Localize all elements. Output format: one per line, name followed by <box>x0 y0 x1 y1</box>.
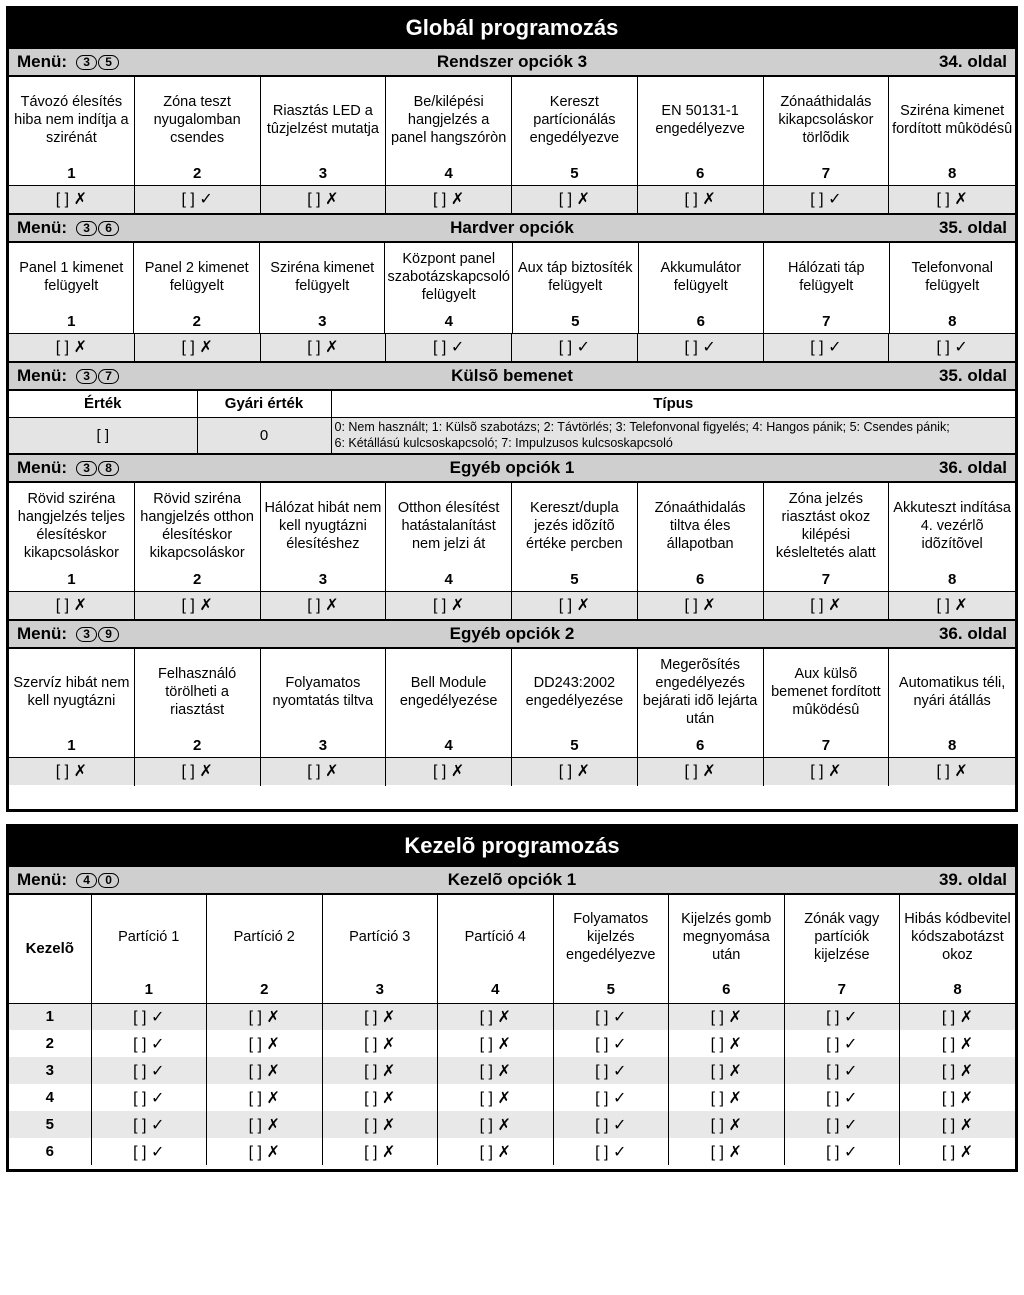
option-cell <box>386 649 512 757</box>
column-label: Partíció 3 <box>349 929 411 945</box>
keypad-checkbox[interactable]: [ ] ✗ <box>322 1138 438 1165</box>
option-number: 8 <box>948 313 957 330</box>
option-checkbox[interactable]: [ ] ✗ <box>9 592 135 620</box>
option-checkbox[interactable]: [ ] ✗ <box>386 758 512 786</box>
option-label: Akkuteszt indítása 4. vezérlõ idõzítõvel <box>893 500 1011 552</box>
options-row <box>9 243 1015 333</box>
option-number: 3 <box>318 165 328 182</box>
keypad-checkbox[interactable]: [ ] ✗ <box>941 1035 974 1053</box>
keypad-checkbox[interactable]: [ ] ✓ <box>784 1111 900 1138</box>
column-label: Partíció 4 <box>464 929 526 945</box>
type-line: 6: Kétállású kulcsoskapcsoló; 7: Impulzusos kulcsoskapcsoló <box>334 436 673 451</box>
option-number: 8 <box>947 571 957 588</box>
option-checkbox[interactable]: [ ] ✗ <box>9 186 135 214</box>
values-row <box>9 591 1015 619</box>
option-label: Zóna jelzés riasztást okoz kilépési késleltetés alatt <box>775 491 876 561</box>
column-label: Kijelzés gomb megnyomása után <box>681 911 772 963</box>
column-number: 6 <box>722 981 731 998</box>
option-label: Megerõsítés engedélyezés bejárati idõ lejárta után <box>642 657 758 727</box>
option-number: 4 <box>444 571 453 588</box>
option-cell <box>764 77 890 185</box>
keypad-title: Kezelõ programozás <box>9 827 1015 865</box>
values-row <box>9 333 1015 361</box>
global-programming-block <box>6 6 1018 812</box>
option-label: Akkumulátor felügyelt <box>660 260 742 294</box>
option-number: 4 <box>444 737 453 754</box>
page-ref: 35. oldal <box>938 366 1007 385</box>
keypad-checkbox[interactable]: [ ] ✗ <box>941 1089 974 1107</box>
menu-label: Menü: <box>17 870 68 889</box>
option-cell <box>135 649 261 757</box>
option-checkbox[interactable]: [ ] ✗ <box>261 334 387 362</box>
option-cell <box>261 649 387 757</box>
option-cell <box>260 243 386 333</box>
option-label: Bell Module engedélyezése <box>399 675 498 709</box>
menu-digit: 8 <box>98 461 119 476</box>
menu-digit: 4 <box>76 873 97 888</box>
option-cell <box>764 243 890 333</box>
table-row <box>9 1084 1015 1111</box>
keypad-checkbox[interactable]: [ ] ✓ <box>553 1111 669 1138</box>
option-number: 7 <box>821 737 831 754</box>
option-label: Hálózati táp felügyelt <box>787 260 865 294</box>
keypad-checkbox[interactable]: [ ] ✓ <box>553 1057 669 1084</box>
option-checkbox[interactable]: [ ] ✗ <box>638 186 764 214</box>
option-label: Felhasználó törölheti a riasztást <box>158 666 237 718</box>
table-row <box>9 1111 1015 1138</box>
column-number: 2 <box>260 981 269 998</box>
option-cell <box>9 243 134 333</box>
keypad-options-table <box>9 895 1015 1165</box>
type-line: 0: Nem használt; 1: Külsõ szabotázs; 2: Távtörlés; 3: Telefonvonal figyelés; 4: Hangos pánik; 5: Csendes pánik; <box>334 420 950 435</box>
option-number: 6 <box>696 313 705 330</box>
section-title: Kezelõ opciók 1 <box>447 870 577 889</box>
keypad-id: 5 <box>9 1111 91 1138</box>
option-label: Panel 1 kimenet felügyelt <box>19 260 124 294</box>
column-label: Hibás kódbevitel kódszabotázst okoz <box>904 911 1011 963</box>
option-cell <box>512 649 638 757</box>
keypad-checkbox[interactable]: [ ] ✓ <box>553 1030 669 1057</box>
table-row <box>9 1138 1015 1165</box>
option-label: Rövid sziréna hangjelzés teljes élesítéskor kikapcsoláskor <box>17 491 125 561</box>
column-header <box>438 895 554 1003</box>
column-label: Partíció 1 <box>118 929 180 945</box>
table-row <box>9 1003 1015 1030</box>
column-header <box>669 895 785 1003</box>
option-checkbox[interactable]: [ ] ✗ <box>638 758 764 786</box>
keypad-id: 2 <box>9 1030 91 1057</box>
keypad-id: 6 <box>9 1138 91 1165</box>
option-checkbox[interactable]: [ ] ✗ <box>135 334 261 362</box>
option-checkbox[interactable]: [ ] ✗ <box>261 186 387 214</box>
option-checkbox[interactable]: [ ] ✗ <box>512 186 638 214</box>
keypad-checkbox[interactable]: [ ] ✗ <box>207 1003 323 1030</box>
keypad-checkbox[interactable]: [ ] ✗ <box>941 1116 974 1134</box>
keypad-checkbox[interactable]: [ ] ✗ <box>669 1138 785 1165</box>
option-checkbox[interactable]: [ ] ✗ <box>638 592 764 620</box>
option-checkbox[interactable]: [ ] ✗ <box>386 592 512 620</box>
column-header <box>900 895 1016 1003</box>
option-label: Központ panel szabotázskapcsoló felügyelt <box>387 251 510 303</box>
option-number: 6 <box>695 737 705 754</box>
menu-bar-external <box>9 361 1015 391</box>
keypad-checkbox[interactable]: [ ] ✓ <box>91 1138 207 1165</box>
option-number: 3 <box>318 313 327 330</box>
option-label: Szervíz hibát nem kell nyugtázni <box>13 675 130 709</box>
option-label: Automatikus téli, nyári átállás <box>898 675 1006 709</box>
keypad-id: 3 <box>9 1057 91 1084</box>
col-type-header: Típus <box>331 391 1015 417</box>
keypad-checkbox[interactable]: [ ] ✓ <box>91 1030 207 1057</box>
option-checkbox[interactable]: [ ] ✓ <box>386 334 512 362</box>
keypad-checkbox[interactable]: [ ] ✗ <box>669 1111 785 1138</box>
option-cell <box>513 243 639 333</box>
page-ref: 39. oldal <box>938 870 1007 889</box>
keypad-checkbox[interactable]: [ ] ✗ <box>322 1111 438 1138</box>
option-cell <box>9 77 135 185</box>
menu-digit: 3 <box>76 221 97 236</box>
section-title: Egyéb opciók 1 <box>449 458 575 477</box>
option-label: EN 50131-1 engedélyezve <box>655 103 745 137</box>
menu-digit: 0 <box>98 873 119 888</box>
menu-digit: 7 <box>98 369 119 384</box>
keypad-checkbox[interactable]: [ ] ✗ <box>941 1008 974 1026</box>
external-input-table <box>9 391 1015 453</box>
column-number: 4 <box>491 981 500 998</box>
menu-digit: 3 <box>76 627 97 642</box>
option-label: Hálózat hibát nem kell nyugtázni élesítéshez <box>264 500 382 552</box>
option-label: Telefonvonal felügyelt <box>911 260 993 294</box>
option-number: 8 <box>947 737 957 754</box>
keypad-programming-block <box>6 824 1018 1172</box>
option-cell <box>512 77 638 185</box>
keypad-id: 1 <box>9 1003 91 1030</box>
keypad-checkbox[interactable]: [ ] ✓ <box>91 1084 207 1111</box>
keypad-checkbox[interactable]: [ ] ✗ <box>438 1003 554 1030</box>
menu-bar-keypad <box>9 865 1015 895</box>
column-number: 1 <box>144 981 153 998</box>
option-label: Távozó élesítés hiba nem indítja a szirénát <box>14 94 129 146</box>
option-checkbox[interactable]: [ ] ✗ <box>936 763 968 780</box>
option-cell <box>135 483 261 591</box>
option-number: 1 <box>67 737 76 754</box>
page-ref: 36. oldal <box>938 458 1007 477</box>
section-title: Külsõ bemenet <box>451 366 573 385</box>
option-cell <box>261 483 387 591</box>
col-value-header: Érték <box>9 391 197 417</box>
keypad-checkbox[interactable]: [ ] ✗ <box>322 1030 438 1057</box>
option-label: Riasztás LED a tûzjelzést mutatja <box>266 103 379 137</box>
keypad-checkbox[interactable]: [ ] ✓ <box>784 1084 900 1111</box>
column-header <box>322 895 438 1003</box>
keypad-checkbox[interactable]: [ ] ✗ <box>669 1030 785 1057</box>
option-cell <box>385 243 513 333</box>
keypad-checkbox[interactable]: [ ] ✗ <box>438 1111 554 1138</box>
option-cell <box>9 483 135 591</box>
option-label: Otthon élesítést hatástalanítást nem jelzi át <box>397 500 500 552</box>
option-number: 3 <box>318 737 328 754</box>
menu-digit: 3 <box>76 55 97 70</box>
option-number: 5 <box>570 737 579 754</box>
keypad-checkbox[interactable]: [ ] ✗ <box>438 1057 554 1084</box>
keypad-checkbox[interactable]: [ ] ✓ <box>91 1003 207 1030</box>
column-label: Zónák vagy partíciók kijelzése <box>804 911 880 963</box>
column-number: 3 <box>375 981 384 998</box>
option-cell <box>135 77 261 185</box>
menu-bar <box>9 453 1015 483</box>
keypad-checkbox[interactable]: [ ] ✗ <box>438 1138 554 1165</box>
option-label: Sziréna kimenet fordított mûködésû <box>892 103 1013 137</box>
column-header <box>207 895 323 1003</box>
section-title: Egyéb opciók 2 <box>449 624 575 643</box>
option-checkbox[interactable]: [ ] ✗ <box>512 758 638 786</box>
option-label: Kereszt partícionálás engedélyezve <box>529 94 620 146</box>
options-row <box>9 649 1015 757</box>
keypad-checkbox[interactable]: [ ] ✗ <box>438 1030 554 1057</box>
section-title: Hardver opciók <box>450 218 574 237</box>
option-label: Sziréna kimenet felügyelt <box>270 260 375 294</box>
menu-label: Menü: <box>17 624 68 643</box>
external-default: 0 <box>197 417 331 453</box>
options-row <box>9 483 1015 591</box>
option-number: 1 <box>67 571 76 588</box>
menu-digit: 6 <box>98 221 119 236</box>
keypad-checkbox[interactable]: [ ] ✓ <box>91 1111 207 1138</box>
page-ref: 36. oldal <box>938 624 1007 643</box>
option-number: 2 <box>192 313 201 330</box>
option-number: 7 <box>821 165 831 182</box>
keypad-checkbox[interactable]: [ ] ✓ <box>553 1138 669 1165</box>
column-number: 8 <box>953 981 962 998</box>
option-cell <box>639 243 765 333</box>
option-number: 1 <box>67 313 76 330</box>
external-value-field[interactable]: [ ] <box>9 417 197 453</box>
option-checkbox[interactable]: [ ] ✓ <box>135 186 261 214</box>
keypad-checkbox[interactable]: [ ] ✓ <box>553 1084 669 1111</box>
option-checkbox[interactable]: [ ] ✗ <box>261 758 387 786</box>
option-cell <box>890 243 1015 333</box>
option-label: Aux külsõ bemenet fordított mûködésû <box>771 666 881 718</box>
option-cell <box>764 483 890 591</box>
keypad-checkbox[interactable]: [ ] ✓ <box>784 1057 900 1084</box>
option-number: 6 <box>695 571 705 588</box>
option-cell <box>261 77 387 185</box>
option-cell <box>889 649 1015 757</box>
keypad-checkbox[interactable]: [ ] ✓ <box>91 1057 207 1084</box>
option-label: Rövid sziréna hangjelzés otthon élesítéskor kikapcsoláskor <box>140 491 254 561</box>
keypad-checkbox[interactable]: [ ] ✓ <box>553 1003 669 1030</box>
option-checkbox[interactable]: [ ] ✗ <box>764 758 890 786</box>
keypad-checkbox[interactable]: [ ] ✗ <box>438 1084 554 1111</box>
row-header: Kezelõ <box>9 895 91 1003</box>
keypad-checkbox[interactable]: [ ] ✗ <box>669 1084 785 1111</box>
option-cell <box>889 483 1015 591</box>
column-header <box>553 895 669 1003</box>
keypad-checkbox[interactable]: [ ] ✗ <box>941 1062 974 1080</box>
option-label: Panel 2 kimenet felügyelt <box>144 260 249 294</box>
option-label: Zóna teszt nyugalomban csendes <box>153 94 241 146</box>
option-cell <box>764 649 890 757</box>
option-number: 2 <box>192 571 202 588</box>
menu-bar <box>9 619 1015 649</box>
keypad-checkbox[interactable]: [ ] ✓ <box>784 1003 900 1030</box>
option-checkbox[interactable]: [ ] ✗ <box>936 191 968 208</box>
keypad-checkbox[interactable]: [ ] ✗ <box>322 1084 438 1111</box>
column-number: 5 <box>606 981 615 998</box>
option-checkbox[interactable]: [ ] ✗ <box>135 592 261 620</box>
menu-label: Menü: <box>17 458 68 477</box>
option-checkbox[interactable]: [ ] ✓ <box>764 186 890 214</box>
column-header <box>784 895 900 1003</box>
option-checkbox[interactable]: [ ] ✗ <box>386 186 512 214</box>
menu-bar <box>9 213 1015 243</box>
keypad-checkbox[interactable]: [ ] ✗ <box>322 1003 438 1030</box>
option-checkbox[interactable]: [ ] ✓ <box>512 334 638 362</box>
option-cell <box>386 483 512 591</box>
option-number: 7 <box>821 571 831 588</box>
option-checkbox[interactable]: [ ] ✓ <box>764 334 890 362</box>
keypad-checkbox[interactable]: [ ] ✗ <box>207 1084 323 1111</box>
menu-digit: 3 <box>76 461 97 476</box>
col-default-header: Gyári érték <box>197 391 331 417</box>
keypad-checkbox[interactable]: [ ] ✗ <box>207 1030 323 1057</box>
option-cell <box>134 243 260 333</box>
option-cell <box>889 77 1015 185</box>
keypad-checkbox[interactable]: [ ] ✓ <box>784 1138 900 1165</box>
option-number: 5 <box>571 313 580 330</box>
option-number: 8 <box>947 165 957 182</box>
table-row <box>9 1030 1015 1057</box>
option-cell <box>638 483 764 591</box>
keypad-checkbox[interactable]: [ ] ✗ <box>941 1143 974 1161</box>
keypad-checkbox[interactable]: [ ] ✗ <box>207 1138 323 1165</box>
menu-digit: 5 <box>98 55 119 70</box>
global-title: Globál programozás <box>9 9 1015 47</box>
column-number: 7 <box>837 981 846 998</box>
option-number: 3 <box>318 571 328 588</box>
option-label: DD243:2002 engedélyezése <box>525 675 624 709</box>
column-label: Folyamatos kijelzés engedélyezve <box>566 911 656 963</box>
option-number: 5 <box>570 165 579 182</box>
option-cell <box>9 649 135 757</box>
option-checkbox[interactable]: [ ] ✗ <box>764 592 890 620</box>
keypad-checkbox[interactable]: [ ] ✓ <box>784 1030 900 1057</box>
menu-label: Menü: <box>17 218 68 237</box>
keypad-checkbox[interactable]: [ ] ✗ <box>669 1003 785 1030</box>
option-cell <box>512 483 638 591</box>
page-ref: 35. oldal <box>938 218 1007 237</box>
menu-bar <box>9 47 1015 77</box>
option-label: Zónaáthidalás tiltva éles állapotban <box>654 500 746 552</box>
menu-digit: 9 <box>98 627 119 642</box>
option-checkbox[interactable]: [ ] ✗ <box>512 592 638 620</box>
values-row <box>9 185 1015 213</box>
option-label: Zónaáthidalás kikapcsoláskor törlõdik <box>778 94 874 146</box>
keypad-checkbox[interactable]: [ ] ✗ <box>669 1057 785 1084</box>
option-number: 7 <box>822 313 831 330</box>
table-row <box>9 1057 1015 1084</box>
option-checkbox[interactable]: [ ] ✓ <box>936 339 968 356</box>
option-checkbox[interactable]: [ ] ✓ <box>638 334 764 362</box>
values-row <box>9 757 1015 785</box>
option-number: 2 <box>192 737 202 754</box>
section-title: Rendszer opciók 3 <box>436 52 588 71</box>
option-cell <box>638 77 764 185</box>
option-number: 6 <box>695 165 705 182</box>
option-label: Kereszt/dupla jezés idõzítõ értéke percben <box>526 500 623 552</box>
option-number: 2 <box>192 165 202 182</box>
option-checkbox[interactable]: [ ] ✗ <box>9 334 135 362</box>
option-checkbox[interactable]: [ ] ✗ <box>936 597 968 614</box>
option-checkbox[interactable]: [ ] ✗ <box>261 592 387 620</box>
menu-digit: 3 <box>76 369 97 384</box>
menu-label: Menü: <box>17 366 68 385</box>
option-checkbox[interactable]: [ ] ✗ <box>9 758 135 786</box>
option-cell <box>386 77 512 185</box>
keypad-id: 4 <box>9 1084 91 1111</box>
option-label: Aux táp biztosíték felügyelt <box>518 260 633 294</box>
column-header <box>91 895 207 1003</box>
keypad-checkbox[interactable]: [ ] ✗ <box>207 1057 323 1084</box>
option-cell <box>638 649 764 757</box>
external-type-desc <box>331 417 1015 453</box>
option-label: Folyamatos nyomtatás tiltva <box>272 675 374 709</box>
keypad-checkbox[interactable]: [ ] ✗ <box>207 1111 323 1138</box>
column-label: Partíció 2 <box>233 929 295 945</box>
option-number: 1 <box>67 165 76 182</box>
option-number: 4 <box>444 313 453 330</box>
option-number: 5 <box>570 571 579 588</box>
keypad-checkbox[interactable]: [ ] ✗ <box>322 1057 438 1084</box>
option-label: Be/kilépési hangjelzés a panel hangszóròn <box>390 94 507 146</box>
page-ref: 34. oldal <box>938 52 1007 71</box>
options-row <box>9 77 1015 185</box>
menu-label: Menü: <box>17 52 68 71</box>
option-checkbox[interactable]: [ ] ✗ <box>135 758 261 786</box>
option-number: 4 <box>444 165 453 182</box>
